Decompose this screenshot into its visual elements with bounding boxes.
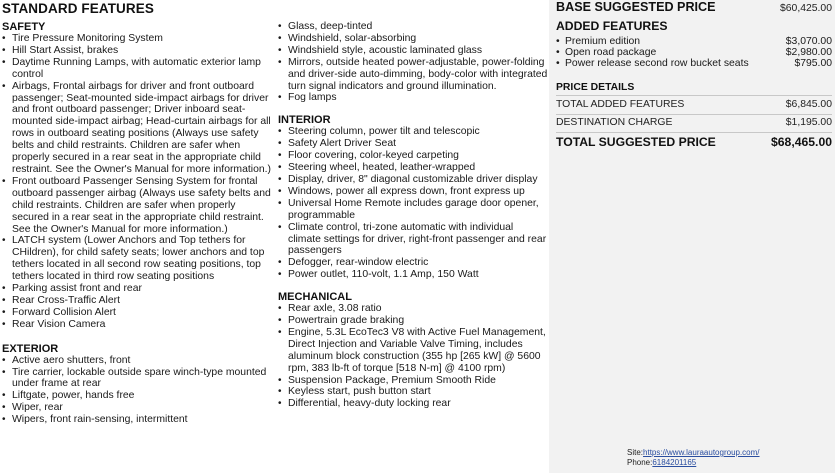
price-details-heading: PRICE DETAILS <box>556 82 635 93</box>
option-name: • Open road package <box>565 47 657 59</box>
list-item: • Windshield style, acoustic laminated glass <box>278 45 548 57</box>
option-price: $3,070.00 <box>785 36 832 47</box>
list-item: • Display, driver, 8" diagonal customizable driver display <box>278 174 548 186</box>
list-item: • Airbags, Frontal airbags for driver and front outboard passenger; Seat-mounted side-impact airbags for driver and front outboard passenger; Driver inboard seat-mounted side-impact airbag; Head-curtain airbags for all rows in outboard seating positions (Always use safety belts and child restraints. Children are safer when properly secured in a rear seat in the appropriate child restraint. See the Owner's Manual for more information.) <box>2 81 272 176</box>
safety-heading: SAFETY <box>2 21 46 33</box>
list-item: • Hill Start Assist, brakes <box>2 45 272 57</box>
phone-link[interactable]: 6184201165 <box>652 457 697 467</box>
option-price: $795.00 <box>794 58 832 70</box>
exterior-heading: EXTERIOR <box>2 342 59 355</box>
exterior-list <box>2 355 272 426</box>
list-item: • Fog lamps <box>278 92 548 104</box>
list-item: • LATCH system (Lower Anchors and Top tethers for CHildren), for child safety seats; lower anchors and top tethers located in all second row seating positions, top tethers located in third row seating positions <box>2 235 272 283</box>
features-left-column <box>2 21 272 426</box>
total-added-label: TOTAL ADDED FEATURES <box>556 99 685 110</box>
mechanical-list <box>278 303 548 410</box>
added-features-heading-row <box>556 19 832 33</box>
dealer-contact <box>627 448 760 467</box>
list-item: • Wiper, rear <box>2 402 272 414</box>
list-item: • Glass, deep-tinted <box>278 21 548 33</box>
base-price-row <box>556 0 832 14</box>
list-item: • Steering wheel, heated, leather-wrapped <box>278 162 548 174</box>
total-price-label: TOTAL SUGGESTED PRICE <box>556 135 716 149</box>
list-item: • Parking assist front and rear <box>2 283 272 295</box>
list-item: • Safety Alert Driver Seat <box>278 138 548 150</box>
total-added-value: $6,845.00 <box>785 99 832 110</box>
list-item: • Differential, heavy-duty locking rear <box>278 398 548 410</box>
list-item: • Windows, power all express down, front express up <box>278 186 548 198</box>
option-price: $2,980.00 <box>785 47 832 59</box>
list-item: • Defogger, rear-window electric <box>278 257 548 269</box>
features-middle-column <box>278 21 548 410</box>
list-item: • Daytime Running Lamps, with automatic exterior lamp control <box>2 57 272 81</box>
safety-list <box>2 33 272 331</box>
site-label: Site: <box>627 448 644 457</box>
list-item: • Liftgate, power, hands free <box>2 390 272 402</box>
list-item: • Wipers, front rain-sensing, intermittent <box>2 414 272 426</box>
destination-row <box>556 117 832 128</box>
added-features-list <box>556 36 832 70</box>
list-item: • Front outboard Passenger Sensing System for frontal outboard passenger airbag (Always use safety belts and child restraints. Children are safer when properly secured in a rear seat in the appropriate child restraint. See the Owner's Manual for more information.) <box>2 176 272 236</box>
list-item: • Forward Collision Alert <box>2 307 272 319</box>
interior-list <box>278 126 548 281</box>
list-item: • Rear Vision Camera <box>2 319 272 331</box>
phone-label: Phone: <box>627 457 653 467</box>
total-price-row <box>556 135 832 149</box>
list-item: • Power outlet, 110-volt, 1.1 Amp, 150 Watt <box>278 269 548 281</box>
destination-label: DESTINATION CHARGE <box>556 117 673 128</box>
option-name: • Premium edition <box>565 36 641 47</box>
list-item: • Powertrain grade braking <box>278 315 548 327</box>
mechanical-heading: MECHANICAL <box>278 291 352 304</box>
list-item <box>556 58 832 69</box>
list-item: • Suspension Package, Premium Smooth Ride <box>278 375 548 387</box>
divider <box>556 95 832 96</box>
destination-value: $1,195.00 <box>785 117 832 128</box>
total-price-value: $68,465.00 <box>771 135 832 149</box>
site-line <box>627 448 760 458</box>
site-link[interactable]: https://www.lauraautogroup.com/ <box>643 448 760 457</box>
list-item <box>556 47 832 58</box>
price-details-heading-row <box>556 82 832 93</box>
list-item: • Tire carrier, lockable outside spare winch-type mounted under frame at rear <box>2 367 272 391</box>
list-item: • Rear axle, 3.08 ratio <box>278 303 548 315</box>
list-item <box>556 36 832 47</box>
price-summary-panel <box>549 0 835 473</box>
phone-line <box>627 458 760 468</box>
list-item: • Floor covering, color-keyed carpeting <box>278 150 548 162</box>
list-item: • Steering column, power tilt and telescopic <box>278 126 548 138</box>
divider <box>556 132 832 133</box>
added-features-heading: ADDED FEATURES <box>556 19 668 33</box>
list-item: • Keyless start, push button start <box>278 386 548 398</box>
list-item: • Active aero shutters, front <box>2 355 272 367</box>
list-item: • Windshield, solar-absorbing <box>278 33 548 45</box>
list-item: • Engine, 5.3L EcoTec3 V8 with Active Fuel Management, Direct Injection and Variable Valve Timing, includes aluminum block construction (355 hp [265 kW] @ 5600 rpm, 383 lb-ft of torque [518 N-m] @ 4100 rpm) <box>278 327 548 375</box>
list-item: • Tire Pressure Monitoring System <box>2 33 272 45</box>
base-price-label: BASE SUGGESTED PRICE <box>556 0 716 14</box>
exterior-cont-list <box>278 21 548 104</box>
list-item: • Rear Cross-Traffic Alert <box>2 295 272 307</box>
list-item: • Mirrors, outside heated power-adjustable, power-folding and driver-side auto-dimming, body-color with integrated turn signal indicators and ground illumination. <box>278 57 548 93</box>
interior-heading: INTERIOR <box>278 114 331 127</box>
divider <box>556 114 832 115</box>
list-item: • Climate control, tri-zone automatic with individual climate settings for driver, right-front passenger and rear passengers <box>278 222 548 258</box>
base-price-value: $60,425.00 <box>779 3 832 14</box>
page-title: STANDARD FEATURES <box>2 1 154 16</box>
list-item: • Universal Home Remote includes garage door opener, programmable <box>278 198 548 222</box>
total-added-row <box>556 99 832 110</box>
option-name: • Power release second row bucket seats <box>565 58 749 70</box>
